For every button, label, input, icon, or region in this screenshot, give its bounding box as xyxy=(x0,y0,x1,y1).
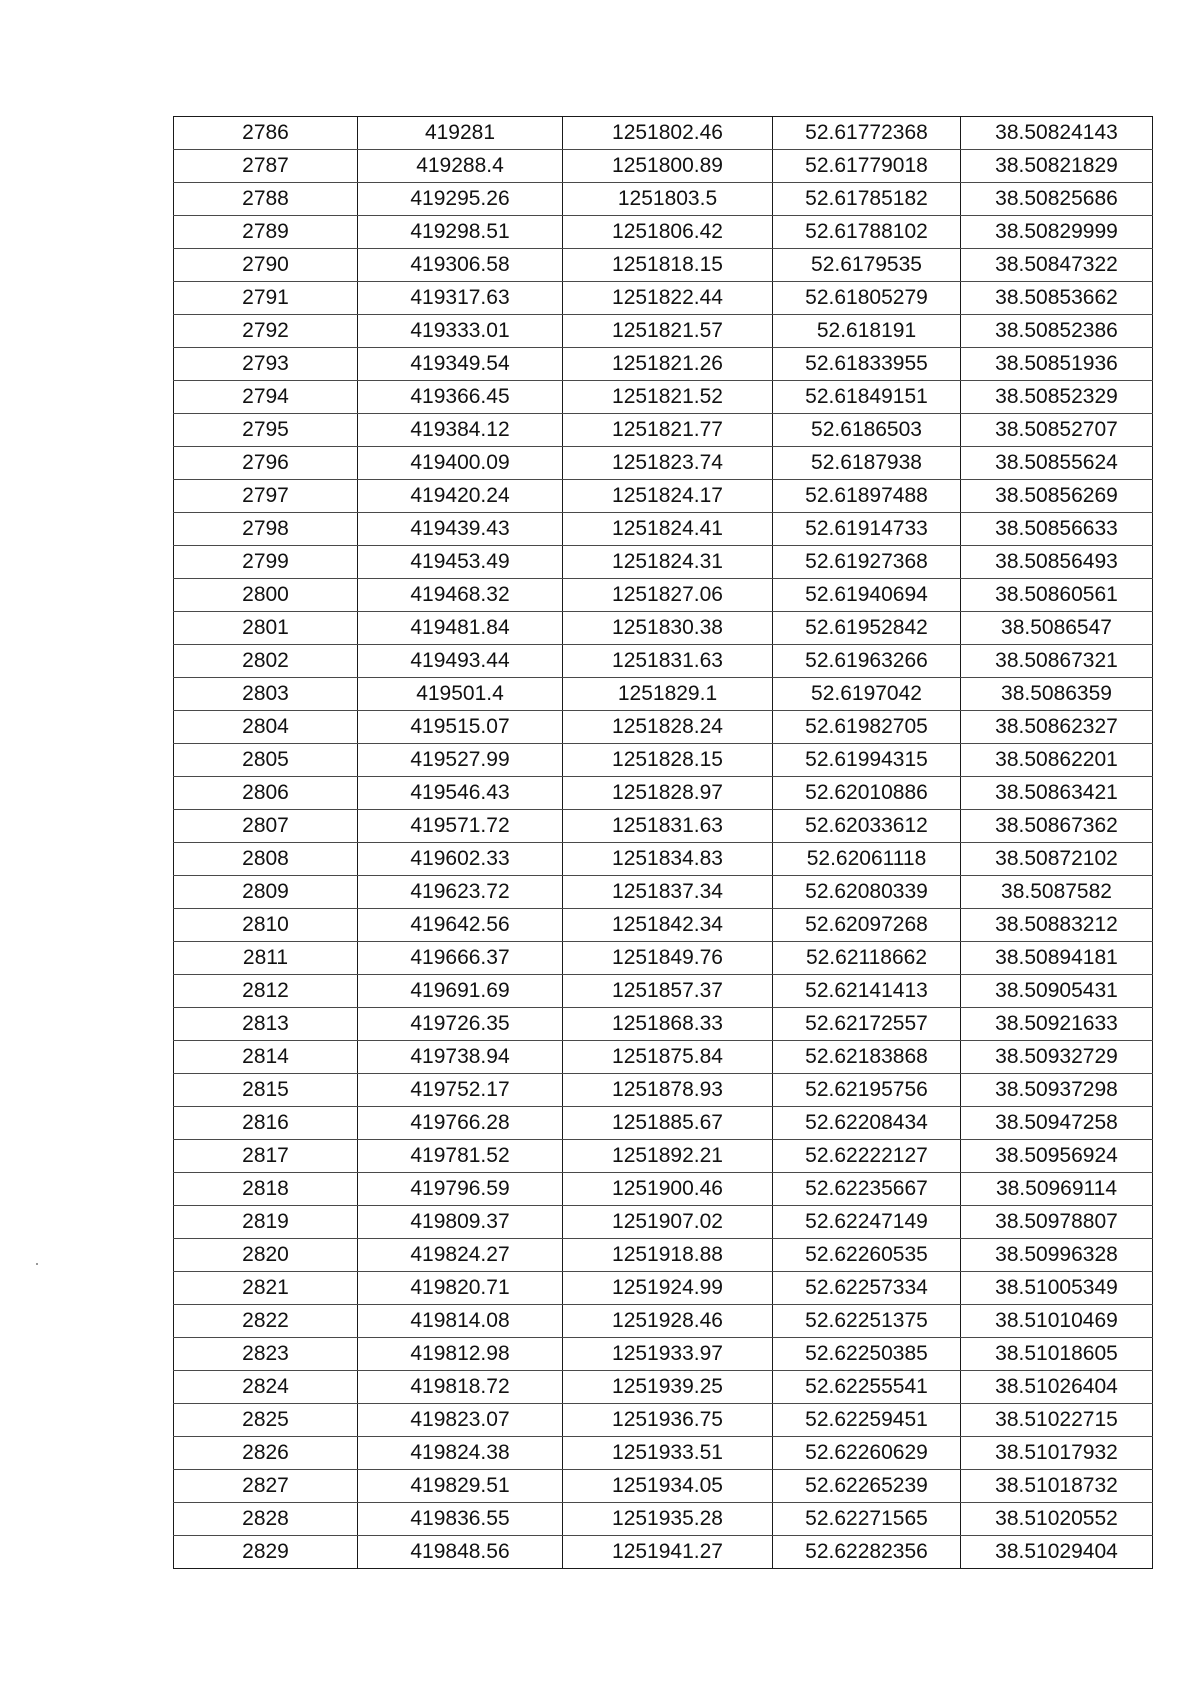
latitude-cell: 52.62271565 xyxy=(773,1503,961,1536)
longitude-cell: 38.51029404 xyxy=(961,1536,1153,1569)
coordinates-table-body xyxy=(174,117,1153,1569)
y-coordinate-cell: 1251828.97 xyxy=(563,777,773,810)
table-row xyxy=(174,942,1153,975)
latitude-cell: 52.61963266 xyxy=(773,645,961,678)
latitude-cell: 52.6186503 xyxy=(773,414,961,447)
longitude-cell: 38.50853662 xyxy=(961,282,1153,315)
longitude-cell: 38.50821829 xyxy=(961,150,1153,183)
table-row xyxy=(174,1305,1153,1338)
point-number-cell: 2798 xyxy=(174,513,358,546)
point-number-cell: 2803 xyxy=(174,678,358,711)
table-row xyxy=(174,1371,1153,1404)
table-row xyxy=(174,1206,1153,1239)
longitude-cell: 38.50856633 xyxy=(961,513,1153,546)
longitude-cell: 38.50852329 xyxy=(961,381,1153,414)
table-row xyxy=(174,381,1153,414)
longitude-cell: 38.50863421 xyxy=(961,777,1153,810)
table-row xyxy=(174,1107,1153,1140)
latitude-cell: 52.61772368 xyxy=(773,117,961,150)
latitude-cell: 52.62235667 xyxy=(773,1173,961,1206)
point-number-cell: 2789 xyxy=(174,216,358,249)
point-number-cell: 2794 xyxy=(174,381,358,414)
longitude-cell: 38.51018605 xyxy=(961,1338,1153,1371)
y-coordinate-cell: 1251821.26 xyxy=(563,348,773,381)
x-coordinate-cell: 419288.4 xyxy=(358,150,563,183)
scan-speck xyxy=(36,1263,38,1265)
longitude-cell: 38.50867321 xyxy=(961,645,1153,678)
y-coordinate-cell: 1251831.63 xyxy=(563,810,773,843)
longitude-cell: 38.50921633 xyxy=(961,1008,1153,1041)
table-row xyxy=(174,975,1153,1008)
table-row xyxy=(174,1074,1153,1107)
latitude-cell: 52.62251375 xyxy=(773,1305,961,1338)
x-coordinate-cell: 419766.28 xyxy=(358,1107,563,1140)
x-coordinate-cell: 419836.55 xyxy=(358,1503,563,1536)
longitude-cell: 38.50905431 xyxy=(961,975,1153,1008)
point-number-cell: 2804 xyxy=(174,711,358,744)
longitude-cell: 38.50851936 xyxy=(961,348,1153,381)
longitude-cell: 38.50978807 xyxy=(961,1206,1153,1239)
longitude-cell: 38.5086359 xyxy=(961,678,1153,711)
table-row xyxy=(174,1041,1153,1074)
longitude-cell: 38.50855624 xyxy=(961,447,1153,480)
longitude-cell: 38.50862201 xyxy=(961,744,1153,777)
table-row xyxy=(174,843,1153,876)
point-number-cell: 2792 xyxy=(174,315,358,348)
longitude-cell: 38.51017932 xyxy=(961,1437,1153,1470)
y-coordinate-cell: 1251828.15 xyxy=(563,744,773,777)
y-coordinate-cell: 1251928.46 xyxy=(563,1305,773,1338)
y-coordinate-cell: 1251822.44 xyxy=(563,282,773,315)
longitude-cell: 38.50969114 xyxy=(961,1173,1153,1206)
point-number-cell: 2801 xyxy=(174,612,358,645)
x-coordinate-cell: 419829.51 xyxy=(358,1470,563,1503)
latitude-cell: 52.62222127 xyxy=(773,1140,961,1173)
table-row xyxy=(174,216,1153,249)
point-number-cell: 2823 xyxy=(174,1338,358,1371)
table-row xyxy=(174,678,1153,711)
latitude-cell: 52.62259451 xyxy=(773,1404,961,1437)
y-coordinate-cell: 1251806.42 xyxy=(563,216,773,249)
point-number-cell: 2827 xyxy=(174,1470,358,1503)
longitude-cell: 38.50932729 xyxy=(961,1041,1153,1074)
longitude-cell: 38.50996328 xyxy=(961,1239,1153,1272)
point-number-cell: 2802 xyxy=(174,645,358,678)
x-coordinate-cell: 419317.63 xyxy=(358,282,563,315)
latitude-cell: 52.61779018 xyxy=(773,150,961,183)
y-coordinate-cell: 1251933.97 xyxy=(563,1338,773,1371)
table-row xyxy=(174,1536,1153,1569)
x-coordinate-cell: 419333.01 xyxy=(358,315,563,348)
x-coordinate-cell: 419501.4 xyxy=(358,678,563,711)
latitude-cell: 52.61914733 xyxy=(773,513,961,546)
point-number-cell: 2820 xyxy=(174,1239,358,1272)
table-row xyxy=(174,249,1153,282)
table-row xyxy=(174,117,1153,150)
point-number-cell: 2812 xyxy=(174,975,358,1008)
table-row xyxy=(174,1338,1153,1371)
table-row xyxy=(174,645,1153,678)
point-number-cell: 2825 xyxy=(174,1404,358,1437)
point-number-cell: 2809 xyxy=(174,876,358,909)
y-coordinate-cell: 1251827.06 xyxy=(563,579,773,612)
point-number-cell: 2821 xyxy=(174,1272,358,1305)
latitude-cell: 52.6179535 xyxy=(773,249,961,282)
latitude-cell: 52.62195756 xyxy=(773,1074,961,1107)
y-coordinate-cell: 1251831.63 xyxy=(563,645,773,678)
table-row xyxy=(174,183,1153,216)
x-coordinate-cell: 419691.69 xyxy=(358,975,563,1008)
longitude-cell: 38.50862327 xyxy=(961,711,1153,744)
y-coordinate-cell: 1251821.57 xyxy=(563,315,773,348)
point-number-cell: 2808 xyxy=(174,843,358,876)
table-row xyxy=(174,1008,1153,1041)
latitude-cell: 52.62257334 xyxy=(773,1272,961,1305)
latitude-cell: 52.61785182 xyxy=(773,183,961,216)
longitude-cell: 38.50856493 xyxy=(961,546,1153,579)
point-number-cell: 2791 xyxy=(174,282,358,315)
latitude-cell: 52.62260535 xyxy=(773,1239,961,1272)
y-coordinate-cell: 1251803.5 xyxy=(563,183,773,216)
y-coordinate-cell: 1251834.83 xyxy=(563,843,773,876)
point-number-cell: 2818 xyxy=(174,1173,358,1206)
coordinates-table xyxy=(173,116,1153,1569)
y-coordinate-cell: 1251821.52 xyxy=(563,381,773,414)
y-coordinate-cell: 1251892.21 xyxy=(563,1140,773,1173)
x-coordinate-cell: 419527.99 xyxy=(358,744,563,777)
table-row xyxy=(174,711,1153,744)
latitude-cell: 52.6197042 xyxy=(773,678,961,711)
point-number-cell: 2797 xyxy=(174,480,358,513)
table-row xyxy=(174,513,1153,546)
point-number-cell: 2800 xyxy=(174,579,358,612)
x-coordinate-cell: 419738.94 xyxy=(358,1041,563,1074)
y-coordinate-cell: 1251934.05 xyxy=(563,1470,773,1503)
x-coordinate-cell: 419298.51 xyxy=(358,216,563,249)
x-coordinate-cell: 419349.54 xyxy=(358,348,563,381)
x-coordinate-cell: 419812.98 xyxy=(358,1338,563,1371)
latitude-cell: 52.62260629 xyxy=(773,1437,961,1470)
longitude-cell: 38.50847322 xyxy=(961,249,1153,282)
y-coordinate-cell: 1251924.99 xyxy=(563,1272,773,1305)
latitude-cell: 52.618191 xyxy=(773,315,961,348)
y-coordinate-cell: 1251918.88 xyxy=(563,1239,773,1272)
table-row xyxy=(174,1404,1153,1437)
y-coordinate-cell: 1251936.75 xyxy=(563,1404,773,1437)
y-coordinate-cell: 1251800.89 xyxy=(563,150,773,183)
latitude-cell: 52.62250385 xyxy=(773,1338,961,1371)
point-number-cell: 2790 xyxy=(174,249,358,282)
x-coordinate-cell: 419481.84 xyxy=(358,612,563,645)
longitude-cell: 38.51026404 xyxy=(961,1371,1153,1404)
latitude-cell: 52.62183868 xyxy=(773,1041,961,1074)
latitude-cell: 52.62061118 xyxy=(773,843,961,876)
point-number-cell: 2829 xyxy=(174,1536,358,1569)
latitude-cell: 52.62010886 xyxy=(773,777,961,810)
point-number-cell: 2788 xyxy=(174,183,358,216)
longitude-cell: 38.50872102 xyxy=(961,843,1153,876)
latitude-cell: 52.61897488 xyxy=(773,480,961,513)
point-number-cell: 2806 xyxy=(174,777,358,810)
point-number-cell: 2799 xyxy=(174,546,358,579)
x-coordinate-cell: 419602.33 xyxy=(358,843,563,876)
y-coordinate-cell: 1251821.77 xyxy=(563,414,773,447)
y-coordinate-cell: 1251824.31 xyxy=(563,546,773,579)
y-coordinate-cell: 1251837.34 xyxy=(563,876,773,909)
latitude-cell: 52.62097268 xyxy=(773,909,961,942)
y-coordinate-cell: 1251941.27 xyxy=(563,1536,773,1569)
latitude-cell: 52.61927368 xyxy=(773,546,961,579)
point-number-cell: 2817 xyxy=(174,1140,358,1173)
point-number-cell: 2819 xyxy=(174,1206,358,1239)
x-coordinate-cell: 419814.08 xyxy=(358,1305,563,1338)
y-coordinate-cell: 1251935.28 xyxy=(563,1503,773,1536)
y-coordinate-cell: 1251900.46 xyxy=(563,1173,773,1206)
latitude-cell: 52.61788102 xyxy=(773,216,961,249)
point-number-cell: 2815 xyxy=(174,1074,358,1107)
x-coordinate-cell: 419781.52 xyxy=(358,1140,563,1173)
y-coordinate-cell: 1251868.33 xyxy=(563,1008,773,1041)
table-row xyxy=(174,1173,1153,1206)
x-coordinate-cell: 419468.32 xyxy=(358,579,563,612)
point-number-cell: 2793 xyxy=(174,348,358,381)
x-coordinate-cell: 419796.59 xyxy=(358,1173,563,1206)
y-coordinate-cell: 1251933.51 xyxy=(563,1437,773,1470)
longitude-cell: 38.50883212 xyxy=(961,909,1153,942)
x-coordinate-cell: 419820.71 xyxy=(358,1272,563,1305)
longitude-cell: 38.5086547 xyxy=(961,612,1153,645)
point-number-cell: 2805 xyxy=(174,744,358,777)
longitude-cell: 38.51018732 xyxy=(961,1470,1153,1503)
table-row xyxy=(174,909,1153,942)
table-row xyxy=(174,414,1153,447)
table-row xyxy=(174,150,1153,183)
latitude-cell: 52.62118662 xyxy=(773,942,961,975)
y-coordinate-cell: 1251829.1 xyxy=(563,678,773,711)
x-coordinate-cell: 419752.17 xyxy=(358,1074,563,1107)
y-coordinate-cell: 1251824.17 xyxy=(563,480,773,513)
x-coordinate-cell: 419295.26 xyxy=(358,183,563,216)
longitude-cell: 38.51010469 xyxy=(961,1305,1153,1338)
longitude-cell: 38.50825686 xyxy=(961,183,1153,216)
table-row xyxy=(174,777,1153,810)
point-number-cell: 2795 xyxy=(174,414,358,447)
y-coordinate-cell: 1251823.74 xyxy=(563,447,773,480)
y-coordinate-cell: 1251857.37 xyxy=(563,975,773,1008)
longitude-cell: 38.50852386 xyxy=(961,315,1153,348)
table-row xyxy=(174,1503,1153,1536)
table-row xyxy=(174,447,1153,480)
x-coordinate-cell: 419546.43 xyxy=(358,777,563,810)
longitude-cell: 38.51020552 xyxy=(961,1503,1153,1536)
table-row xyxy=(174,1140,1153,1173)
x-coordinate-cell: 419623.72 xyxy=(358,876,563,909)
table-row xyxy=(174,546,1153,579)
point-number-cell: 2822 xyxy=(174,1305,358,1338)
latitude-cell: 52.62255541 xyxy=(773,1371,961,1404)
table-row xyxy=(174,810,1153,843)
x-coordinate-cell: 419439.43 xyxy=(358,513,563,546)
y-coordinate-cell: 1251907.02 xyxy=(563,1206,773,1239)
y-coordinate-cell: 1251802.46 xyxy=(563,117,773,150)
point-number-cell: 2826 xyxy=(174,1437,358,1470)
longitude-cell: 38.50829999 xyxy=(961,216,1153,249)
x-coordinate-cell: 419453.49 xyxy=(358,546,563,579)
latitude-cell: 52.62141413 xyxy=(773,975,961,1008)
longitude-cell: 38.50867362 xyxy=(961,810,1153,843)
x-coordinate-cell: 419809.37 xyxy=(358,1206,563,1239)
x-coordinate-cell: 419726.35 xyxy=(358,1008,563,1041)
latitude-cell: 52.61849151 xyxy=(773,381,961,414)
table-row xyxy=(174,1239,1153,1272)
latitude-cell: 52.61952842 xyxy=(773,612,961,645)
longitude-cell: 38.50860561 xyxy=(961,579,1153,612)
x-coordinate-cell: 419384.12 xyxy=(358,414,563,447)
y-coordinate-cell: 1251885.67 xyxy=(563,1107,773,1140)
x-coordinate-cell: 419515.07 xyxy=(358,711,563,744)
point-number-cell: 2811 xyxy=(174,942,358,975)
table-row xyxy=(174,579,1153,612)
y-coordinate-cell: 1251939.25 xyxy=(563,1371,773,1404)
x-coordinate-cell: 419824.38 xyxy=(358,1437,563,1470)
point-number-cell: 2813 xyxy=(174,1008,358,1041)
table-row xyxy=(174,315,1153,348)
latitude-cell: 52.61940694 xyxy=(773,579,961,612)
y-coordinate-cell: 1251842.34 xyxy=(563,909,773,942)
point-number-cell: 2810 xyxy=(174,909,358,942)
longitude-cell: 38.50824143 xyxy=(961,117,1153,150)
latitude-cell: 52.62080339 xyxy=(773,876,961,909)
longitude-cell: 38.50947258 xyxy=(961,1107,1153,1140)
point-number-cell: 2787 xyxy=(174,150,358,183)
x-coordinate-cell: 419823.07 xyxy=(358,1404,563,1437)
x-coordinate-cell: 419666.37 xyxy=(358,942,563,975)
table-row xyxy=(174,744,1153,777)
longitude-cell: 38.50937298 xyxy=(961,1074,1153,1107)
x-coordinate-cell: 419642.56 xyxy=(358,909,563,942)
table-row xyxy=(174,876,1153,909)
longitude-cell: 38.50852707 xyxy=(961,414,1153,447)
longitude-cell: 38.50956924 xyxy=(961,1140,1153,1173)
latitude-cell: 52.61805279 xyxy=(773,282,961,315)
longitude-cell: 38.50894181 xyxy=(961,942,1153,975)
y-coordinate-cell: 1251878.93 xyxy=(563,1074,773,1107)
longitude-cell: 38.51005349 xyxy=(961,1272,1153,1305)
x-coordinate-cell: 419493.44 xyxy=(358,645,563,678)
y-coordinate-cell: 1251828.24 xyxy=(563,711,773,744)
latitude-cell: 52.62265239 xyxy=(773,1470,961,1503)
x-coordinate-cell: 419848.56 xyxy=(358,1536,563,1569)
longitude-cell: 38.5087582 xyxy=(961,876,1153,909)
latitude-cell: 52.62282356 xyxy=(773,1536,961,1569)
point-number-cell: 2807 xyxy=(174,810,358,843)
latitude-cell: 52.62208434 xyxy=(773,1107,961,1140)
y-coordinate-cell: 1251830.38 xyxy=(563,612,773,645)
table-row xyxy=(174,480,1153,513)
latitude-cell: 52.62033612 xyxy=(773,810,961,843)
x-coordinate-cell: 419818.72 xyxy=(358,1371,563,1404)
y-coordinate-cell: 1251818.15 xyxy=(563,249,773,282)
x-coordinate-cell: 419306.58 xyxy=(358,249,563,282)
x-coordinate-cell: 419420.24 xyxy=(358,480,563,513)
point-number-cell: 2816 xyxy=(174,1107,358,1140)
latitude-cell: 52.62247149 xyxy=(773,1206,961,1239)
latitude-cell: 52.61994315 xyxy=(773,744,961,777)
longitude-cell: 38.51022715 xyxy=(961,1404,1153,1437)
point-number-cell: 2824 xyxy=(174,1371,358,1404)
table-row xyxy=(174,348,1153,381)
y-coordinate-cell: 1251824.41 xyxy=(563,513,773,546)
y-coordinate-cell: 1251875.84 xyxy=(563,1041,773,1074)
latitude-cell: 52.62172557 xyxy=(773,1008,961,1041)
table-row xyxy=(174,1437,1153,1470)
point-number-cell: 2828 xyxy=(174,1503,358,1536)
x-coordinate-cell: 419366.45 xyxy=(358,381,563,414)
x-coordinate-cell: 419400.09 xyxy=(358,447,563,480)
latitude-cell: 52.61833955 xyxy=(773,348,961,381)
table-row xyxy=(174,282,1153,315)
y-coordinate-cell: 1251849.76 xyxy=(563,942,773,975)
latitude-cell: 52.61982705 xyxy=(773,711,961,744)
longitude-cell: 38.50856269 xyxy=(961,480,1153,513)
point-number-cell: 2814 xyxy=(174,1041,358,1074)
point-number-cell: 2796 xyxy=(174,447,358,480)
table-row xyxy=(174,612,1153,645)
x-coordinate-cell: 419824.27 xyxy=(358,1239,563,1272)
x-coordinate-cell: 419281 xyxy=(358,117,563,150)
table-row xyxy=(174,1470,1153,1503)
x-coordinate-cell: 419571.72 xyxy=(358,810,563,843)
table-row xyxy=(174,1272,1153,1305)
point-number-cell: 2786 xyxy=(174,117,358,150)
latitude-cell: 52.6187938 xyxy=(773,447,961,480)
